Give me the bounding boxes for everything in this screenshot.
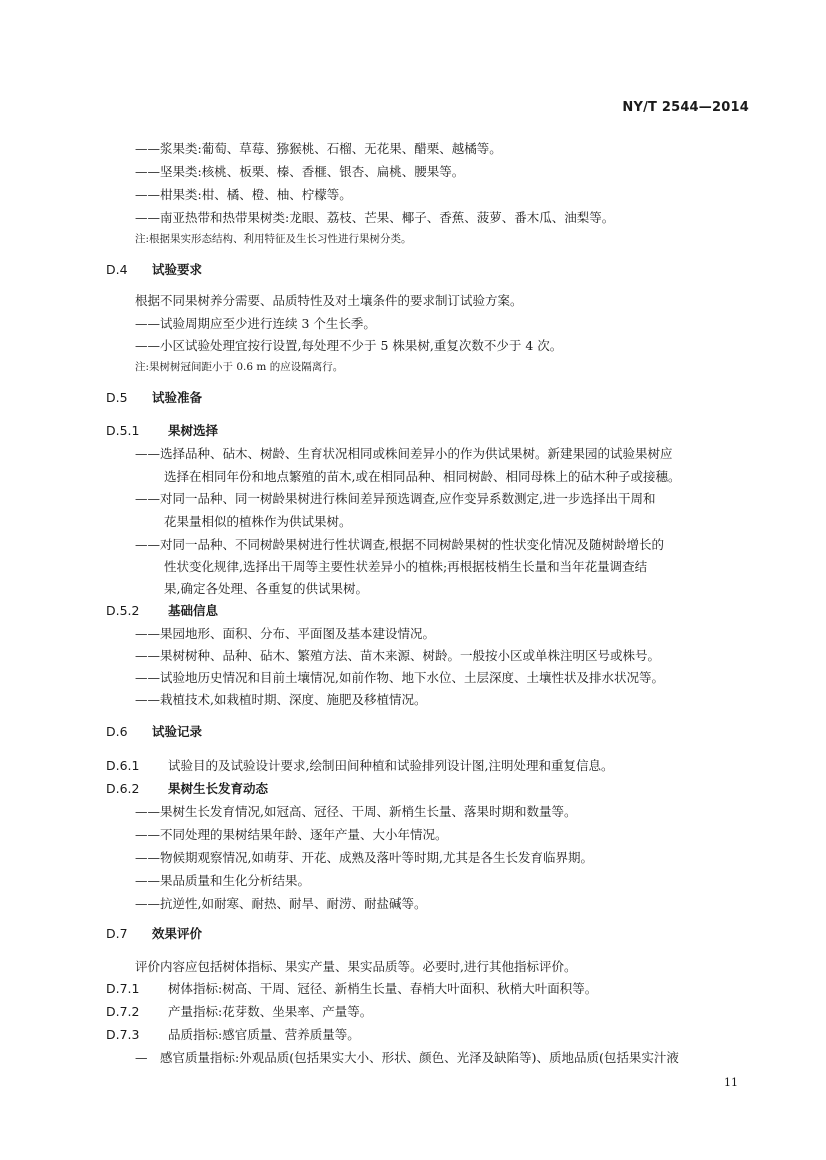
section-number: D.6 [106,724,128,739]
section-number: D.7.3 [106,1027,140,1042]
note: 注:果树树冠间距小于 0.6 m 的应设隔离行。 [135,361,344,373]
list-item-continued: 花果量相似的植株作为供试果树。 [164,514,352,529]
section-number: D.4 [106,262,128,277]
section-text: 产量指标:花芽数、坐果率、产量等。 [168,1004,373,1019]
list-item: ——柑果类:柑、橘、橙、柚、柠檬等。 [135,187,352,202]
section-number: D.7 [106,926,128,941]
section-number: D.7.1 [106,981,140,996]
list-item: ——试验地历史情况和目前土壤情况,如前作物、地下水位、土层深度、土壤性状及排水状况等。 [135,670,664,685]
section-text: 树体指标:树高、干周、冠径、新梢生长量、春梢大叶面积、秋梢大叶面积等。 [168,981,598,996]
section-heading-d6 [106,724,202,740]
list-item: ——果园地形、面积、分布、平面图及基本建设情况。 [135,626,436,641]
subsection-d7-1 [106,981,597,997]
list-item: ——栽植技术,如栽植时期、深度、施肥及移植情况。 [135,692,427,707]
section-text: 品质指标:感官质量、营养质量等。 [168,1027,360,1042]
list-item: ——果品质量和生化分析结果。 [135,873,311,888]
page-number: 11 [724,1076,738,1089]
subsection-d6-1 [106,758,613,774]
section-title: 试验记录 [152,724,203,739]
list-item-continued: 选择在相同年份和地点繁殖的苗木,或在相同品种、相同树龄、相同母株上的砧木种子或接穗。 [164,469,681,484]
subsection-heading-d5-1 [106,423,218,439]
list-item: ——不同处理的果树结果年龄、逐年产量、大小年情况。 [135,827,448,842]
section-title: 果树选择 [168,423,219,438]
subsection-d7-2 [106,1004,372,1020]
list-item: ——南亚热带和热带果树类:龙眼、荔枝、芒果、椰子、香蕉、菠萝、番木瓜、油梨等。 [135,210,615,225]
list-item: ——抗逆性,如耐寒、耐热、耐旱、耐涝、耐盐碱等。 [135,896,427,911]
subsection-d7-3 [106,1027,360,1043]
paragraph: 根据不同果树养分需要、品质特性及对土壤条件的要求制订试验方案。 [135,293,523,308]
list-item-continued: 性状变化规律,选择出干周等主要性状差异小的植株;再根据枝梢生长量和当年花量调查结 [164,559,648,574]
section-number: D.6.1 [106,758,140,773]
section-number: D.5 [106,390,128,405]
list-item: ——对同一品种、不同树龄果树进行性状调查,根据不同树龄果树的性状变化情况及随树龄增长的 [135,537,664,552]
list-item: ——对同一品种、同一树龄果树进行株间差异预选调查,应作变异系数测定,进一步选择出干周和 [135,491,656,506]
section-title: 果树生长发育动态 [168,781,269,796]
section-heading-d7 [106,926,202,942]
note: 注:根据果实形态结构、利用特征及生长习性进行果树分类。 [135,233,412,245]
section-number: D.5.1 [106,423,140,438]
list-item: ——选择品种、砧木、树龄、生育状况相同或株间差异小的作为供试果树。新建果园的试验果树应 [135,446,673,461]
section-heading-d5 [106,390,202,406]
list-item: ——试验周期应至少进行连续 3 个生长季。 [135,316,376,331]
section-title: 基础信息 [168,603,219,618]
subsection-heading-d6-2 [106,781,268,797]
list-item: ——坚果类:核桃、板栗、榛、香榧、银杏、扁桃、腰果等。 [135,164,465,179]
list-item: ——果树树种、品种、砧木、繁殖方法、苗木来源、树龄。一般按小区或单株注明区号或株号。 [135,648,661,663]
list-item: ——物候期观察情况,如萌芽、开花、成熟及落叶等时期,尤其是各生长发育临界期。 [135,850,593,865]
list-item: — 感官质量指标:外观品质(包括果实大小、形状、颜色、光泽及缺陷等)、质地品质(包括果实汁液 [135,1050,679,1065]
list-item-continued: 果,确定各处理、各重复的供试果树。 [164,581,368,596]
list-item: ——浆果类:葡萄、草莓、猕猴桃、石榴、无花果、醋栗、越橘等。 [135,141,502,156]
section-text: 试验目的及试验设计要求,绘制田间种植和试验排列设计图,注明处理和重复信息。 [168,758,614,773]
standard-code-header: NY/T 2544—2014 [622,100,749,115]
list-item: ——小区试验处理宜按行设置,每处理不少于 5 株果树,重复次数不少于 4 次。 [135,338,563,353]
section-heading-d4 [106,262,202,278]
section-title: 试验要求 [152,262,203,277]
section-title: 效果评价 [152,926,203,941]
section-number: D.7.2 [106,1004,140,1019]
section-number: D.5.2 [106,603,140,618]
list-item: ——果树生长发育情况,如冠高、冠径、干周、新梢生长量、落果时期和数量等。 [135,804,577,819]
section-number: D.6.2 [106,781,140,796]
subsection-heading-d5-2 [106,603,218,619]
section-title: 试验准备 [152,390,203,405]
paragraph: 评价内容应包括树体指标、果实产量、果实品质等。必要时,进行其他指标评价。 [135,959,577,974]
